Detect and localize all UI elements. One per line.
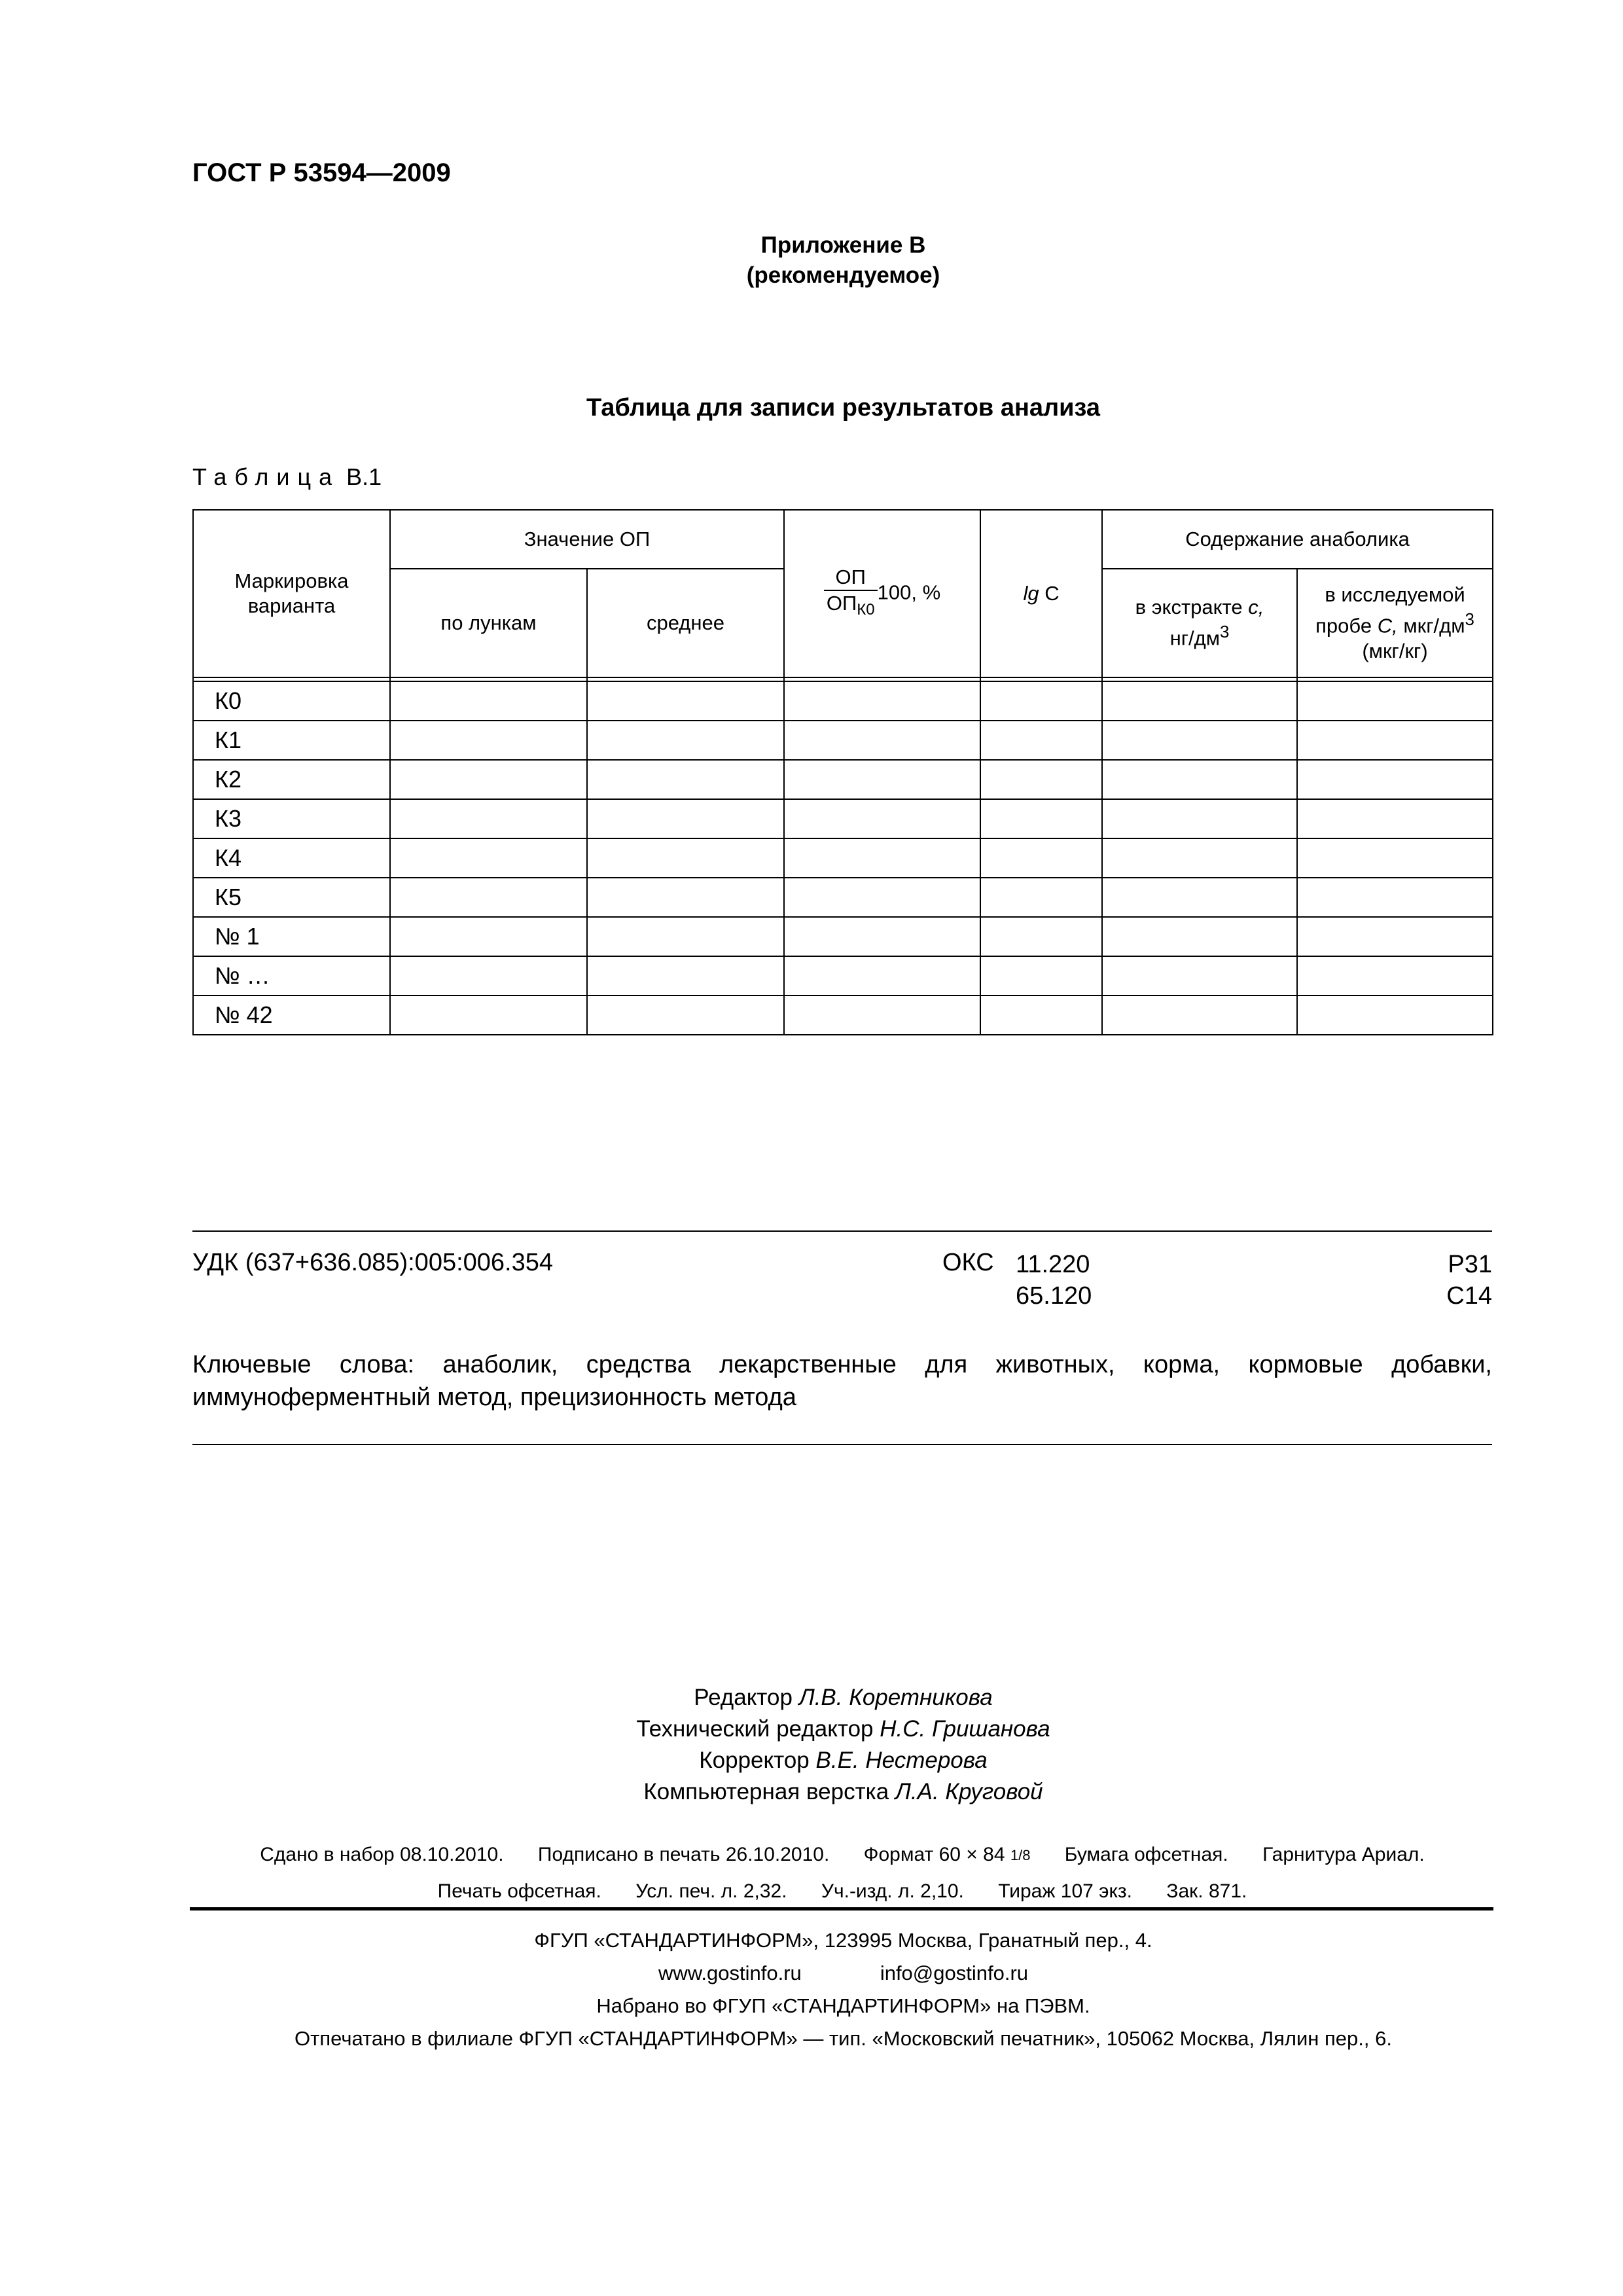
header-op-mean: среднее	[587, 569, 784, 677]
table-caption-word: Таблица	[192, 463, 340, 490]
results-table	[192, 509, 1493, 1035]
header-op-wells: по лункам	[390, 569, 587, 677]
table-row	[193, 721, 1493, 760]
row-label: К5	[193, 878, 390, 917]
table-cell	[587, 996, 784, 1035]
table-title: Таблица для записи результатов анализа	[586, 394, 1101, 422]
table-cell	[390, 956, 587, 996]
oks-code: 11.220	[1016, 1251, 1090, 1278]
appendix-status: (рекомендуемое)	[746, 262, 940, 288]
table-cell	[390, 878, 587, 917]
header-op-group: Значение ОП	[390, 510, 784, 569]
header-extract: в экстракте c, $нг/дм^3$	[1102, 569, 1297, 677]
table-cell	[1297, 760, 1493, 799]
publisher-rule	[190, 1907, 1493, 1910]
table-row	[193, 799, 1493, 838]
print-info-line: Сдано в набор 08.10.2010. Подписано в печать 26.10.2010. Формат 60 × 84 1/8 Бумага офсетная. Гарнитура Ариал.	[260, 1844, 1425, 1865]
credits	[0, 1682, 1623, 1808]
row-label: К1	[193, 721, 390, 760]
table-cell	[980, 878, 1102, 917]
table-cell	[784, 721, 980, 760]
table-cell	[1297, 996, 1493, 1035]
table-cell	[980, 760, 1102, 799]
table-cell	[1102, 760, 1297, 799]
table-cell	[784, 917, 980, 956]
table-cell	[1297, 721, 1493, 760]
ratio-suffix: 100, %	[877, 581, 941, 604]
table-cell	[390, 917, 587, 956]
table-cell	[980, 681, 1102, 721]
table-cell	[390, 799, 587, 838]
r-code: С14	[1446, 1282, 1492, 1310]
table-body	[193, 677, 1493, 1035]
table-row	[193, 878, 1493, 917]
table-cell	[784, 996, 980, 1035]
header-sample: в исследуемой пробе С, мкг/$дм^3$ (мкг/кг)	[1297, 569, 1493, 677]
oks-code: 65.120	[1016, 1282, 1092, 1310]
row-label: № 42	[193, 996, 390, 1035]
row-label: К0	[193, 681, 390, 721]
udk-code: УДК (637+636.085):005:006.354	[192, 1249, 553, 1276]
credit-layout: Компьютерная верстка Л.А. Круговой	[643, 1779, 1043, 1804]
table-cell	[1297, 681, 1493, 721]
table-cell	[1102, 956, 1297, 996]
table-row	[193, 956, 1493, 996]
table-cell	[390, 760, 587, 799]
ratio-denominator: $ОП_{К0}$	[826, 591, 875, 619]
table-cell	[784, 760, 980, 799]
print-info-line: Печать офсетная. Усл. печ. л. 2,32. Уч.-изд. л. 2,10. Тираж 107 экз. Зак. 871.	[437, 1880, 1247, 1902]
table-cell	[587, 721, 784, 760]
table-cell	[980, 956, 1102, 996]
table-cell	[587, 956, 784, 996]
r-code: Р31	[1448, 1251, 1492, 1278]
table-cell	[1297, 838, 1493, 878]
publisher-email: info@gostinfo.ru	[880, 1962, 1029, 1984]
table-cell	[1297, 917, 1493, 956]
format-fraction: 1/8	[1010, 1847, 1031, 1864]
table-cell	[980, 917, 1102, 956]
table-row	[193, 760, 1493, 799]
table-cell	[1102, 799, 1297, 838]
table-cell	[587, 799, 784, 838]
classification-rule	[192, 1230, 1492, 1232]
publisher-address: ФГУП «СТАНДАРТИНФОРМ», 123995 Москва, Гранатный пер., 4.	[534, 1929, 1152, 1952]
table-cell	[587, 760, 784, 799]
header-ratio	[784, 510, 980, 677]
r-codes	[1394, 1249, 1492, 1312]
ratio-fraction	[824, 565, 878, 622]
table-row	[193, 996, 1493, 1035]
document-code: ГОСТ Р 53594—2009	[192, 158, 451, 187]
table-cell	[980, 838, 1102, 878]
table-cell	[980, 721, 1102, 760]
table-cell	[390, 681, 587, 721]
oks-label: ОКС	[942, 1249, 994, 1276]
table-caption	[192, 463, 382, 491]
table-cell	[390, 996, 587, 1035]
table-cell	[784, 956, 980, 996]
table-cell	[587, 838, 784, 878]
table-cell	[1102, 681, 1297, 721]
publisher-footer	[0, 1924, 1623, 2055]
table-cell	[1102, 838, 1297, 878]
credit-tech-editor: Технический редактор Н.С. Гришанова	[636, 1716, 1050, 1742]
keywords: Ключевые слова: анаболик, средства лекарственные для животных, корма, кормовые добавки, иммуноферментный метод, прецизионность метода	[192, 1351, 1492, 1411]
table-row	[193, 917, 1493, 956]
table-cell	[1297, 799, 1493, 838]
table-row	[193, 681, 1493, 721]
row-label: К3	[193, 799, 390, 838]
appendix-title: Приложение В	[760, 232, 926, 258]
table-cell	[1102, 917, 1297, 956]
printed-note: Отпечатано в филиале ФГУП «СТАНДАРТИНФОРМ» — тип. «Московский печатник», 105062 Москва, Лялин пер., 6.	[294, 2027, 1392, 2050]
credit-corrector: Корректор В.Е. Нестерова	[699, 1748, 988, 1773]
publisher-site: www.gostinfo.ru	[658, 1962, 802, 1984]
typeset-note: Набрано во ФГУП «СТАНДАРТИНФОРМ» на ПЭВМ.	[596, 1994, 1090, 2017]
row-label: К4	[193, 838, 390, 878]
table-cell	[1297, 956, 1493, 996]
table-cell	[784, 878, 980, 917]
credit-editor: Редактор Л.В. Коретникова	[694, 1685, 993, 1710]
table-cell	[587, 878, 784, 917]
row-label: К2	[193, 760, 390, 799]
table-cell	[587, 681, 784, 721]
oks-codes	[1016, 1249, 1092, 1312]
table-cell	[1297, 878, 1493, 917]
table-cell	[784, 681, 980, 721]
header-marking: Маркировка варианта	[193, 510, 390, 677]
row-label: № …	[193, 956, 390, 996]
table-cell	[784, 838, 980, 878]
print-info	[192, 1837, 1492, 1910]
header-lg-c: lg С	[980, 510, 1102, 677]
table-cell	[390, 838, 587, 878]
table-row	[193, 838, 1493, 878]
table-cell	[1102, 721, 1297, 760]
table-cell	[1102, 996, 1297, 1035]
table-cell	[980, 996, 1102, 1035]
header-content-group: Содержание анаболика	[1102, 510, 1493, 569]
table-cell	[587, 917, 784, 956]
table-cell	[1102, 878, 1297, 917]
table-cell	[980, 799, 1102, 838]
table-caption-number: В.1	[346, 463, 382, 490]
row-label: № 1	[193, 917, 390, 956]
ratio-numerator: ОП	[824, 565, 878, 591]
keywords-rule	[192, 1444, 1492, 1445]
table-cell	[784, 799, 980, 838]
appendix-heading	[0, 230, 1623, 291]
table-cell	[390, 721, 587, 760]
publisher-contacts	[0, 1957, 1623, 1990]
